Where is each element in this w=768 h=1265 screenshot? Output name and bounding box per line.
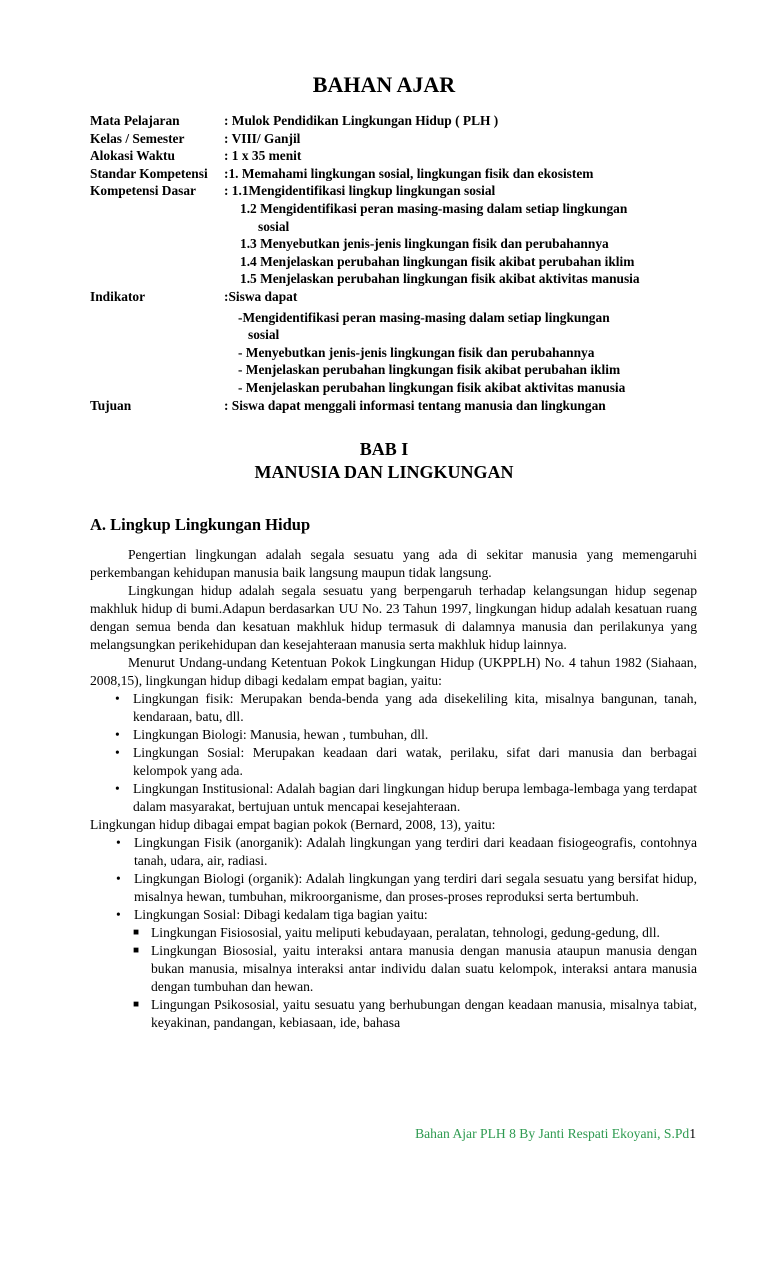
meta-value: : VIII/ Ganjil bbox=[224, 130, 301, 146]
list-item-text: Lingkungan Biososial, yaitu interaksi antara manusia dengan manusia ataupun manusia dengan bukan manusia, misalnya interaksi antar individu dalan suatu kelompok, interaksi antara manusia dengan tumbuhan dan hewan. bbox=[151, 943, 697, 994]
lesson-meta bbox=[90, 112, 710, 414]
square-bullet-icon: ■ bbox=[133, 945, 140, 956]
list-item bbox=[90, 726, 697, 744]
list-item bbox=[90, 744, 697, 780]
meta-value: :Siswa dapat bbox=[224, 288, 298, 304]
kd-item: 1.2 Mengidentifikasi peran masing-masing dalam setiap lingkungan bbox=[240, 200, 628, 216]
meta-value: : 1.1Mengidentifikasi lingkup lingkungan sosial bbox=[224, 183, 496, 199]
meta-row-sk bbox=[90, 165, 710, 183]
bullet-icon: • bbox=[116, 835, 121, 850]
sublist-item bbox=[90, 942, 697, 996]
list-item-text: Lingkungan Institusional: Adalah bagian dari lingkungan hidup berupa lembaga-lembaga yang terdapat dalam masyarakat, bertujuan untuk mencapai kesejahteraan. bbox=[133, 781, 697, 814]
indikator-item-cont: sosial bbox=[248, 327, 280, 343]
meta-row-alokasi bbox=[90, 147, 710, 165]
kd-item: 1.3 Menyebutkan jenis-jenis lingkungan fisik dan perubahannya bbox=[240, 236, 609, 252]
meta-label: Kompetensi Dasar bbox=[90, 183, 197, 199]
list-item-text: Lingkungan Fisik (anorganik): Adalah lingkungan yang terdiri dari keadaan fisiogeografis, contohnya tanah, udara, air, radiasi. bbox=[134, 835, 697, 868]
meta-value: : Mulok Pendidikan Lingkungan Hidup ( PLH ) bbox=[224, 113, 499, 128]
list-item-text: Lingkungan Biologi (organik): Adalah lingkungan yang terdiri dari segala sesuatu yang bersifat hidup, misalnya hewan, tumbuhan, mikroorganisme, dan proses-proses reproduksi serta bertumbuh. bbox=[134, 871, 697, 904]
list-item-text: Lingkungan Sosial: Merupakan keadaan dari watak, perilaku, sifat dari manusia dan berbagai kelompok yang ada. bbox=[133, 745, 697, 778]
list-item-text: Lingkungan fisik: Merupakan benda-benda yang ada disekeliling kita, misalnya bangunan, tanah, kendaraan, batu, dll. bbox=[133, 691, 697, 724]
bullet-icon: • bbox=[116, 907, 121, 922]
section-body bbox=[90, 546, 697, 1032]
paragraph: Lingkungan hidup adalah segala sesuatu yang berpengaruh terhadap kelangsungan hidup segenap makhluk hidup di bumi.Adapun berdasarkan UU No. 23 Tahun 1997, lingkungan hidup adalah kesatuan ruang dengan semua benda dan kesatuan makhluk hidup termasuk di dalamnya manusia dan perilakunya yang melangsungkan perikehidupan dan kesejahteraan manusia serta makhluk hidup lainnya. bbox=[90, 583, 697, 652]
chapter-title: MANUSIA DAN LINGKUNGAN bbox=[254, 462, 514, 482]
page-footer bbox=[415, 1126, 696, 1142]
meta-row-kd bbox=[90, 182, 710, 200]
bullet-icon: • bbox=[116, 871, 121, 886]
sosial-sublist bbox=[90, 924, 697, 1032]
list-item-text: Lingkungan Biologi: Manusia, hewan , tumbuhan, dll. bbox=[133, 727, 429, 742]
paragraph: Pengertian lingkungan adalah segala sesuatu yang ada di sekitar manusia yang memengaruhi perkembangan kehidupan manusia baik langsung maupun tidak langsung. bbox=[90, 547, 697, 580]
indikator-item: - Menjelaskan perubahan lingkungan fisik akibat aktivitas manusia bbox=[238, 379, 626, 395]
paragraph: Menurut Undang-undang Ketentuan Pokok Lingkungan Hidup (UKPPLH) No. 4 tahun 1982 (Siahaan, 2008,15), lingkungan hidup dibagi kedalam empat bagian, yaitu: bbox=[90, 655, 697, 688]
meta-value: : 1 x 35 menit bbox=[224, 148, 302, 164]
indikator-item: -Mengidentifikasi peran masing-masing dalam setiap lingkungan bbox=[238, 309, 610, 325]
list-item-text: Lingungan Psikososial, yaitu sesuatu yang berhubungan dengan keadaan manusia, misalnya tabiat, keyakinan, pandangan, kebiasaan, ide, bahasa bbox=[151, 997, 697, 1030]
meta-value: :1. Memahami lingkungan sosial, lingkungan fisik dan ekosistem bbox=[224, 165, 594, 181]
bullet-icon: • bbox=[115, 745, 120, 760]
square-bullet-icon: ■ bbox=[133, 927, 140, 938]
meta-label: Mata Pelajaran bbox=[90, 113, 180, 128]
meta-label: Kelas / Semester bbox=[90, 130, 185, 146]
sublist-item bbox=[90, 924, 697, 942]
page-number: 1 bbox=[689, 1126, 696, 1141]
meta-row-kelas bbox=[90, 130, 710, 148]
footer-credit: Bahan Ajar PLH 8 By Janti Respati Ekoyani, S.Pd bbox=[415, 1126, 690, 1141]
kd-item: 1.5 Menjelaskan perubahan lingkungan fisik akibat aktivitas manusia bbox=[240, 271, 640, 287]
sublist-item bbox=[90, 996, 697, 1032]
bernard-list bbox=[90, 834, 697, 924]
list-item bbox=[90, 870, 697, 906]
kd-item: 1.4 Menjelaskan perubahan lingkungan fisik akibat perubahan iklim bbox=[240, 253, 635, 269]
paragraph: Lingkungan hidup dibagai empat bagian pokok (Bernard, 2008, 13), yaitu: bbox=[90, 817, 496, 832]
meta-label: Standar Kompetensi bbox=[90, 165, 208, 181]
list-item bbox=[90, 780, 697, 816]
meta-row-mapel bbox=[90, 112, 710, 130]
list-item bbox=[90, 690, 697, 726]
list-item-text: Lingkungan Fisiososial, yaitu meliputi kebudayaan, peralatan, tehnologi, gedung-gedung, dll. bbox=[151, 925, 660, 940]
list-item-text: Lingkungan Sosial: Dibagi kedalam tiga bagian yaitu: bbox=[134, 907, 428, 922]
kd-item-cont: sosial bbox=[258, 218, 290, 234]
section-heading: A. Lingkup Lingkungan Hidup bbox=[90, 515, 311, 534]
bullet-icon: • bbox=[115, 691, 120, 706]
meta-label: Indikator bbox=[90, 288, 146, 304]
meta-label: Tujuan bbox=[90, 397, 132, 413]
meta-value: : Siswa dapat menggali informasi tentang manusia dan lingkungan bbox=[224, 397, 606, 413]
meta-row-tujuan bbox=[90, 397, 710, 415]
bullet-icon: • bbox=[115, 781, 120, 796]
ukpplh-list bbox=[90, 690, 697, 816]
chapter-heading bbox=[0, 438, 768, 484]
chapter-number: BAB I bbox=[359, 439, 409, 459]
meta-row-indikator bbox=[90, 288, 710, 306]
meta-label: Alokasi Waktu bbox=[90, 148, 175, 164]
indikator-item: - Menyebutkan jenis-jenis lingkungan fisik dan perubahannya bbox=[238, 344, 595, 360]
list-item bbox=[90, 834, 697, 870]
bullet-icon: • bbox=[115, 727, 120, 742]
square-bullet-icon: ■ bbox=[133, 999, 140, 1010]
document-title: BAHAN AJAR bbox=[312, 72, 456, 97]
indikator-item: - Menjelaskan perubahan lingkungan fisik akibat perubahan iklim bbox=[238, 362, 621, 378]
list-item bbox=[90, 906, 697, 924]
